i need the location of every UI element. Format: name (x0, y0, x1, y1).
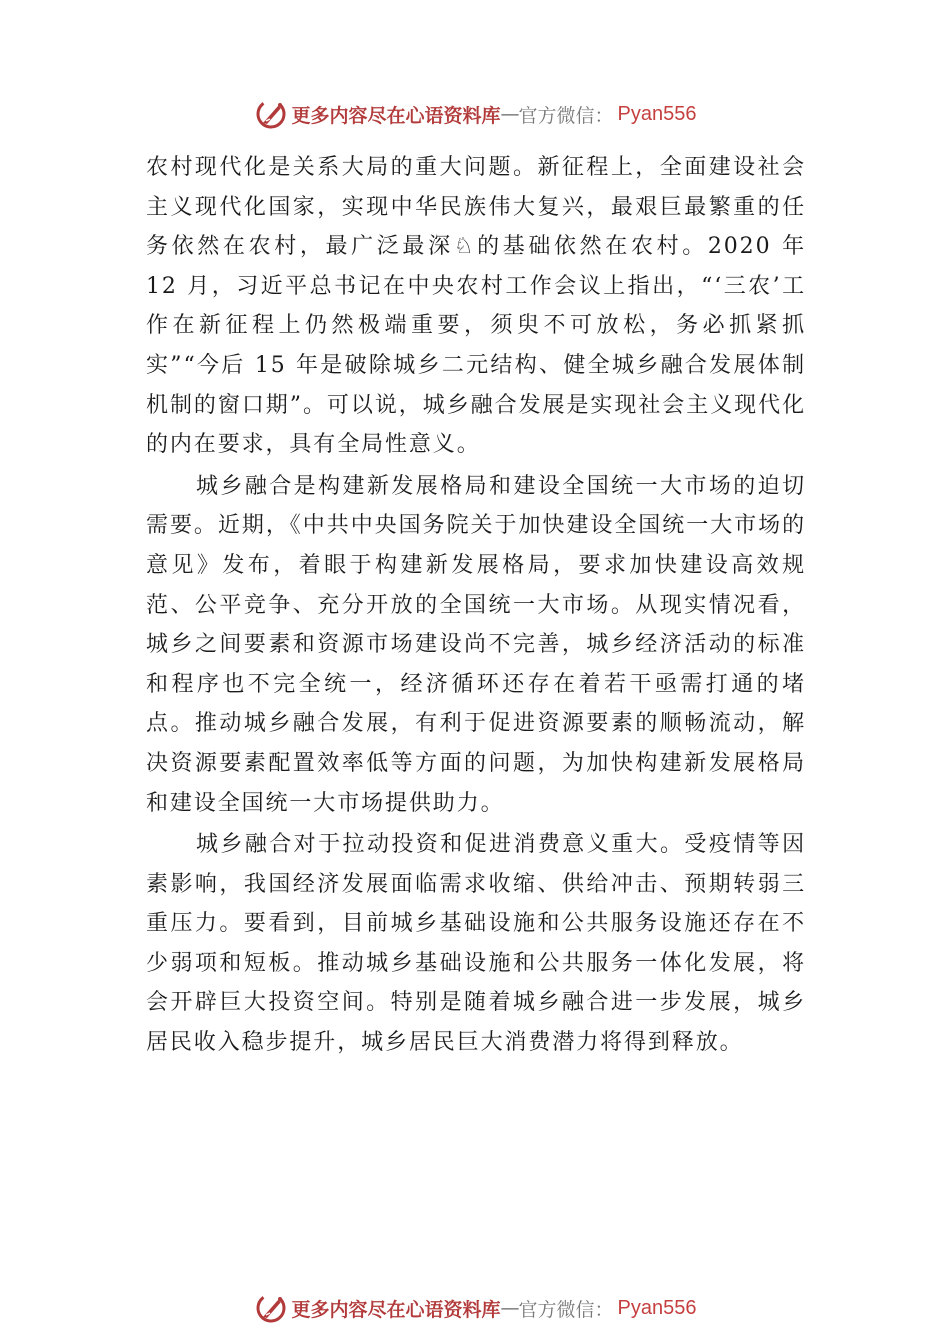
header-banner (0, 94, 950, 134)
footer-banner (0, 1288, 950, 1328)
paragraph-3: 城乡融合对于拉动投资和促进消费意义重大。受疫情等因素影响，我国经济发展面临需求收缩、供给冲击、预期转弱三重压力。要看到，目前城乡基础设施和公共服务设施还存在不少弱项和短板。推动城乡基础设施和公共服务一体化发展，将会开辟巨大投资空间。特别是随着城乡融合进一步发展，城乡居民收入稳步提升，城乡居民巨大消费潜力将得到释放。 (146, 832, 806, 1056)
banner-wechat-label: 官方微信： (518, 104, 614, 127)
ink-brush-logo-icon (254, 97, 288, 131)
banner-wechat-label: 官方微信： (518, 1298, 614, 1321)
ink-brush-logo-icon (254, 1291, 288, 1325)
paragraph-2: 城乡融合是构建新发展格局和建设全国统一大市场的迫切需要。近期，《中共中央国务院关于加快建设全国统一大市场的意见》发布，着眼于构建新发展格局，要求加快建设高效规范、公平竞争、充分开放的全国统一大市场。从现实情况看，城乡之间要素和资源市场建设尚不完善，城乡经济活动的标准和程序也不完全统一，经济循环还存在着若干亟需打通的堵点。推动城乡融合发展，有利于促进资源要素的顺畅流动，解决资源要素配置效率低等方面的问题，为加快构建新发展格局和建设全国统一大市场提供助力。 (146, 473, 806, 816)
banner-lead-text: 更多内容尽在心语资料库 (291, 104, 501, 127)
paragraph-1: 农村现代化是关系大局的重大问题。新征程上，全面建设社会主义现代化国家，实现中华民族伟大复兴，最艰巨最繁重的任务依然在农村，最广泛最深♘的基础依然在农村。2020 年 12 月，习近平总书记在中央农村工作会议上指出，“‘三农’工作在新征程上仍然极端重要，须臾不可放松，务必抓紧抓实”“今后 15 年是破除城乡二元结构、健全城乡融合发展体制机制的窗口期”。可以说，城乡融合发展是实现社会主义现代化的内在要求，具有全局性意义。 (146, 155, 806, 458)
banner-lead-text: 更多内容尽在心语资料库 (291, 1298, 501, 1321)
banner-dash: — (500, 103, 519, 125)
banner-wechat-id: Pyan556 (617, 102, 697, 125)
banner-dash: — (500, 1297, 519, 1319)
banner-wechat-id: Pyan556 (617, 1296, 697, 1319)
article-body (146, 148, 806, 1063)
